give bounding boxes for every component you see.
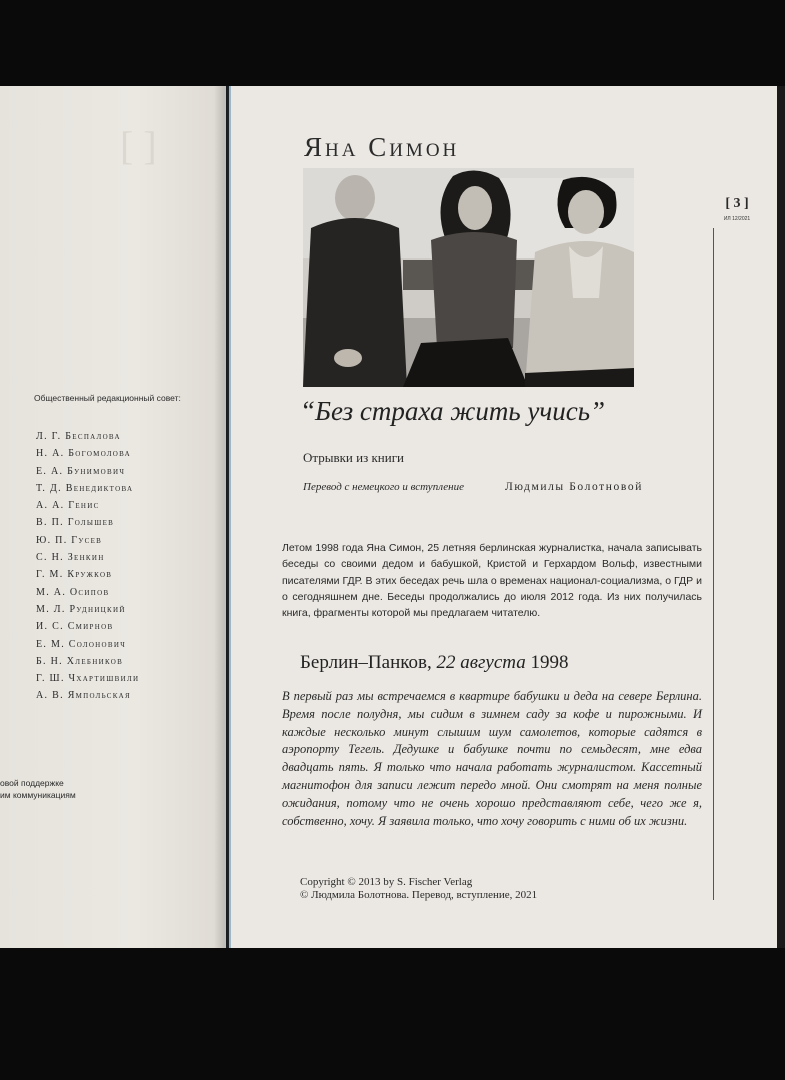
page-edge <box>777 86 785 948</box>
council-member: А. В. Ямпольская <box>36 690 132 702</box>
author-name: Яна Симон <box>304 132 460 162</box>
translation-label: Перевод с немецкого и вступление <box>303 481 464 493</box>
council-member: Г. М. Кружков <box>36 569 113 581</box>
photo-illustration <box>303 168 634 387</box>
left-page-footer <box>0 777 200 801</box>
council-member: Г. Ш. Чхартишвили <box>36 673 140 685</box>
section-date: 22 августа <box>436 652 526 673</box>
council-member: С. Н. Зенкин <box>36 552 105 564</box>
copyright-line: © Людмила Болотнова. Перевод, вступление, 2021 <box>300 889 538 901</box>
council-member: Е. М. Солонович <box>36 638 127 650</box>
section-place: Берлин–Панков, <box>300 652 437 673</box>
footer-line: овой поддержке <box>0 778 64 788</box>
council-member: Е. А. Бунимович <box>36 465 126 477</box>
translator-name: Людмилы Болотновой <box>505 481 643 493</box>
council-member: Н. А. Богомолова <box>36 448 131 460</box>
council-member: А. А. Генис <box>36 500 100 512</box>
council-member: М. Л. Рудницкий <box>36 603 126 615</box>
council-member: И. С. Смирнов <box>36 621 114 633</box>
scan-background-top <box>0 0 785 86</box>
section-year: 1998 <box>525 652 569 673</box>
council-member: Т. Д. Венедиктова <box>36 482 134 494</box>
council-title: Общественный редакционный совет: <box>34 393 181 403</box>
bleed-through-text: [ ] <box>120 123 157 168</box>
copyright-block <box>300 876 537 902</box>
body-paragraph: В первый раз мы встречаемся в квартире бабушки и деда на севере Берлина. Время после полудня, мы сидим в зимнем саду за кофе и пирожными. И каждые несколько минут слышим шум самолетов, которые садятся в аэропорту Тегель. Дедушке и бабушке почти по семьдесят, мне едва двадцать пять. Я только что начала работать журналистом. Кассетный магнитофон для записи лежит передо мной. Они смотрят на меня полные ожидания, потому что не очень хорошо представляют себе, чего же я, собственно, хочу. Я заявила только, что хочу говорить с ними об их жизни. <box>282 689 702 828</box>
council-member: Б. Н. Хлебников <box>36 655 124 667</box>
council-member: Ю. П. Гусев <box>36 534 103 546</box>
excerpts-label: Отрывки из книги <box>303 450 404 465</box>
author-photo <box>303 168 634 387</box>
book-spine <box>214 86 230 948</box>
council-member: Л. Г. Беспалова <box>36 431 121 442</box>
council-member: В. П. Голышев <box>36 517 115 529</box>
council-member: М. А. Осипов <box>36 586 110 598</box>
scan-background-bottom <box>0 948 785 1080</box>
copyright-line: Copyright © 2013 by S. Fischer Verlag <box>300 876 473 888</box>
intro-paragraph: Летом 1998 года Яна Симон, 25 летняя берлинская журналистка, начала записывать беседы со своими дедом и бабушкой, Кристой и Герхардом Вольф, известными писателями ГДР. В этих беседах речь шла о временах национал-социализма, о ГДР и о сегодняшнем дне. Беседы продолжались до июля 2012 года. Из них получилась книга, фрагменты которой мы предлагаем читателю. <box>282 542 702 620</box>
council-list <box>36 428 139 705</box>
section-heading <box>300 652 568 674</box>
page-number: [ 3 ] <box>725 196 749 211</box>
margin-rule <box>713 228 714 900</box>
footer-line: им коммуникациям <box>0 790 76 800</box>
article-title: “Без страха жить учись” <box>300 396 606 426</box>
issue-label: ИЛ 12/2021 <box>723 216 751 222</box>
